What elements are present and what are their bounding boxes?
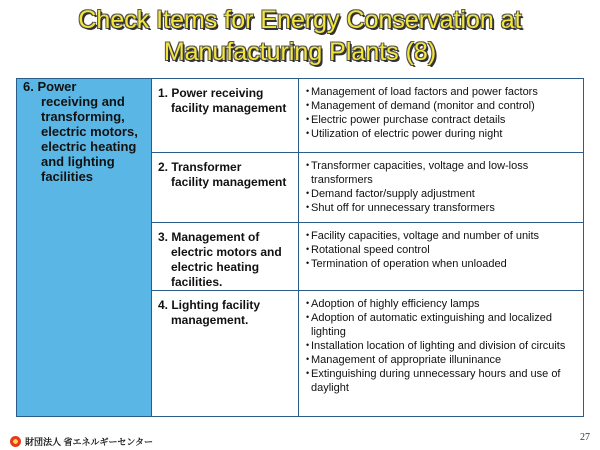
row-label-cont: electric motors and electric heating facilities. bbox=[171, 245, 282, 289]
list-item: • Transformer capacities, voltage and low-loss transformers bbox=[311, 159, 579, 187]
row-items-cell bbox=[299, 223, 584, 291]
row-label-cont: facility management bbox=[171, 175, 287, 189]
row-label-cell bbox=[152, 153, 299, 223]
row-label bbox=[152, 291, 298, 328]
row-label-num: 3. Management of bbox=[158, 230, 260, 244]
row-items-cell bbox=[299, 153, 584, 223]
list-item: • Management of appropriate illuninance bbox=[311, 353, 579, 367]
item-list bbox=[299, 79, 583, 141]
category-cell bbox=[17, 79, 152, 417]
row-items-cell bbox=[299, 79, 584, 153]
slide-title bbox=[0, 4, 600, 68]
list-item: • Demand factor/supply adjustment bbox=[311, 187, 579, 201]
category-label-rest: receiving and transforming, electric motors, electric heating and lighting facilities bbox=[41, 94, 138, 184]
list-item: • Management of demand (monitor and control) bbox=[311, 99, 579, 113]
row-label-cont: facility management bbox=[171, 101, 287, 115]
row-label-cell bbox=[152, 223, 299, 291]
row-label bbox=[152, 223, 298, 290]
list-item: • Termination of operation when unloaded bbox=[311, 257, 579, 271]
row-label-cont: management. bbox=[171, 313, 249, 327]
list-item: • Adoption of automatic extinguishing and localized lighting bbox=[311, 311, 579, 339]
table-row bbox=[17, 79, 584, 153]
page-number: 27 bbox=[580, 432, 590, 443]
footer-branding bbox=[10, 434, 153, 448]
category-label-first: 6. Power bbox=[23, 79, 77, 94]
checklist-table bbox=[16, 78, 584, 417]
item-list bbox=[299, 153, 583, 215]
item-list bbox=[299, 223, 583, 271]
list-item: • Management of load factors and power factors bbox=[311, 85, 579, 99]
list-item: • Rotational speed control bbox=[311, 243, 579, 257]
row-items-cell bbox=[299, 291, 584, 417]
row-label-cell bbox=[152, 291, 299, 417]
category-label bbox=[17, 79, 151, 184]
eccj-logo-icon bbox=[10, 436, 21, 447]
list-item: • Extinguishing during unnecessary hours and use of daylight bbox=[311, 367, 579, 395]
list-item: • Facility capacities, voltage and number of units bbox=[311, 229, 579, 243]
list-item: • Shut off for unnecessary transformers bbox=[311, 201, 579, 215]
list-item: • Installation location of lighting and division of circuits bbox=[311, 339, 579, 353]
title-line-2: Manufacturing Plants (8) bbox=[163, 38, 437, 66]
list-item: • Adoption of highly efficiency lamps bbox=[311, 297, 579, 311]
row-label-cell bbox=[152, 79, 299, 153]
title-line-1: Check Items for Energy Conservation at bbox=[78, 6, 522, 34]
row-label bbox=[152, 153, 298, 190]
list-item: • Electric power purchase contract details bbox=[311, 113, 579, 127]
row-label-num: 1. Power receiving bbox=[158, 86, 264, 100]
org-name: 財団法人 省エネルギーセンター bbox=[25, 436, 153, 447]
list-item: • Utilization of electric power during night bbox=[311, 127, 579, 141]
item-list bbox=[299, 291, 583, 395]
row-label-num: 2. Transformer bbox=[158, 160, 242, 174]
row-label-num: 4. Lighting facility bbox=[158, 298, 261, 312]
row-label bbox=[152, 79, 298, 116]
